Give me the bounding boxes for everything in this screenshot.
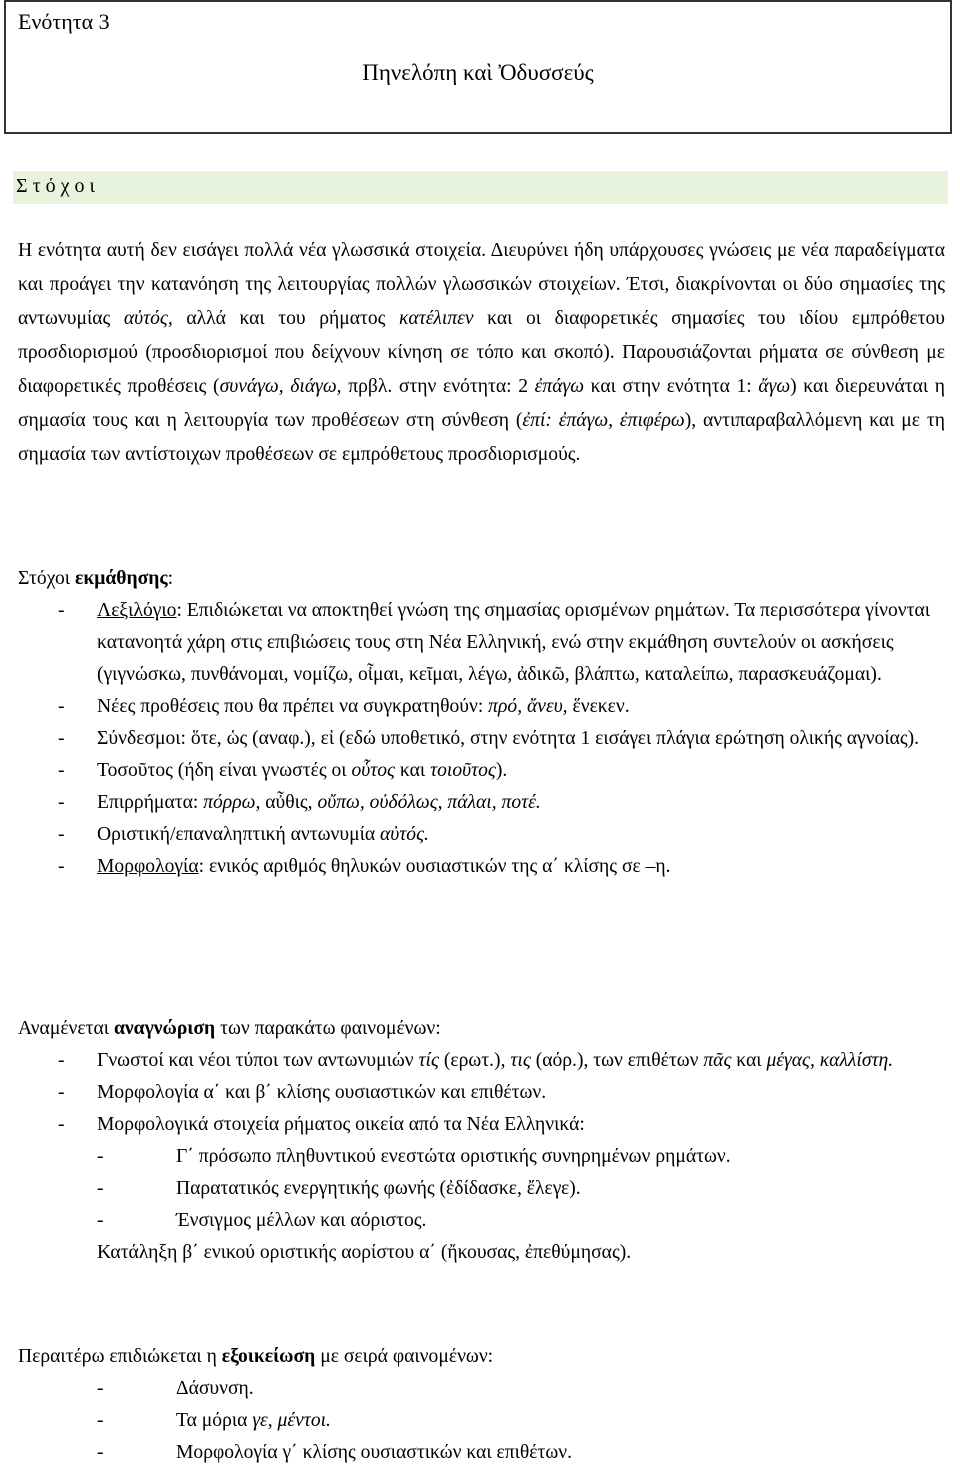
learning-list	[18, 595, 948, 883]
list-item	[18, 1405, 948, 1437]
item-term: αὐτός.	[380, 824, 429, 845]
intro-term: αὐτός	[123, 308, 168, 329]
morphology-label: Μορφολογία	[97, 856, 199, 877]
sub-list	[97, 1141, 948, 1237]
learning-section	[18, 563, 948, 883]
item-text: Τα μόρια	[176, 1410, 253, 1431]
dash-marker: -	[58, 856, 65, 877]
dash-marker: -	[58, 600, 65, 621]
item-text: (αόρ.), των επιθέτων	[530, 1050, 704, 1071]
dash-marker: -	[97, 1178, 104, 1199]
item-term: μέγας, καλλίστη.	[766, 1050, 894, 1071]
dash-marker: -	[58, 1114, 65, 1135]
heading-text: με σειρά φαινομένων:	[315, 1346, 494, 1367]
sub-list-item	[97, 1141, 948, 1173]
item-text: Δάσυνση.	[176, 1378, 254, 1399]
item-term: τις	[510, 1050, 531, 1071]
item-text: ἕνεκεν.	[567, 696, 630, 717]
list-item	[18, 1045, 948, 1077]
recognition-list	[18, 1045, 948, 1237]
intro-paragraph	[18, 234, 945, 472]
item-text: Μορφολογία γ΄ κλίσης ουσιαστικών και επιθέτων.	[176, 1442, 573, 1463]
goals-heading-bar	[13, 171, 948, 204]
heading-bold: αναγνώριση	[113, 1018, 216, 1039]
heading-text: Περαιτέρω επιδιώκεται η	[18, 1346, 222, 1367]
dash-marker: -	[58, 1082, 65, 1103]
lesson-title: Πηνελόπη καὶ Ὀδυσσεύς	[362, 60, 594, 85]
heading-text: Αναμένεται	[18, 1018, 114, 1039]
list-item	[18, 1077, 948, 1109]
recognition-heading	[18, 1013, 948, 1045]
list-item	[18, 691, 948, 723]
sub-list-item	[97, 1173, 948, 1205]
item-text: ).	[495, 760, 508, 781]
item-text: Νέες προθέσεις που θα πρέπει να συγκρατηθούν:	[97, 696, 489, 717]
dash-marker: -	[58, 824, 65, 845]
item-text: (ερωτ.),	[438, 1050, 511, 1071]
dash-marker: -	[97, 1146, 104, 1167]
intro-text: Η ενότητα αυτή δεν εισάγει πολλά νέα γλωσσικά στοιχεία. Διευρύνει ήδη υπάρχουσες γνώσεις με νέα παραδείγματα και προάγει την κατανόηση της λειτουργίας πολλών γλωσσικών στοιχείων. Έτσι, διακρίνονται οι δύο σημασίες της αντωνυμίας	[18, 240, 945, 329]
dash-marker: -	[58, 1050, 65, 1071]
dash-marker: -	[97, 1210, 104, 1231]
intro-text: και στην ενότητα 1:	[584, 376, 759, 397]
familiarization-heading	[18, 1341, 948, 1373]
item-text: : ενικός αριθμός θηλυκών ουσιαστικών της α΄ κλίσης σε –η.	[198, 856, 671, 877]
familiarization-section	[18, 1341, 948, 1469]
intro-text: ) και διερευνάται η σημασία τους και η λειτουργία των προθέσεων στη σύνθεση (	[18, 376, 946, 431]
intro-term: ἐπί: ἐπάγω, ἐπιφέρω	[522, 410, 685, 431]
intro-text: πρβλ. στην ενότητα: 2	[341, 376, 535, 397]
item-text: Γνωστοί και νέοι τύποι των αντωνυμιών	[97, 1050, 419, 1071]
item-text: Μορφολογικά στοιχεία ρήματος οικεία από τα Νέα Ελληνικά:	[97, 1114, 585, 1135]
item-text: αὖθις,	[260, 792, 318, 813]
intro-term: κατέλιπεν	[399, 308, 474, 329]
dash-marker: -	[97, 1378, 104, 1399]
item-term: οὔπω, οὐδόλως, πάλαι, ποτέ.	[317, 792, 541, 813]
dash-marker: -	[97, 1410, 104, 1431]
dash-marker: -	[58, 728, 65, 749]
item-term: τοιοῦτος	[430, 760, 496, 781]
item-term: πᾶς	[703, 1050, 732, 1071]
intro-term: συνάγω, διάγω,	[219, 376, 342, 397]
list-item	[18, 787, 948, 819]
intro-term: ἄγω	[758, 376, 791, 397]
item-text: Γ΄ πρόσωπο πληθυντικού ενεστώτα οριστικής συνηρημένων ρημάτων.	[176, 1146, 731, 1167]
item-text: Μορφολογία α΄ και β΄ κλίσης ουσιαστικών και επιθέτων.	[97, 1082, 547, 1103]
item-text: Τοσοῦτος (ήδη είναι γνωστές οι	[97, 760, 352, 781]
header-box	[4, 0, 952, 134]
list-item	[18, 595, 948, 691]
item-text: και	[395, 760, 431, 781]
item-term: οὗτος	[351, 760, 396, 781]
dash-marker: -	[58, 696, 65, 717]
heading-bold: εξοικείωση	[221, 1346, 316, 1367]
vocabulary-label: Λεξιλόγιο	[97, 600, 177, 621]
familiarization-list	[18, 1373, 948, 1469]
item-term: γε, μέντοι.	[252, 1410, 331, 1431]
list-item	[18, 851, 948, 883]
dash-marker: -	[58, 792, 65, 813]
recognition-section	[18, 1013, 948, 1269]
item-term: πρό, ἄνευ,	[488, 696, 568, 717]
heading-text: των παρακάτω φαινομένων:	[215, 1018, 441, 1039]
list-item	[18, 1109, 948, 1237]
list-item	[18, 755, 948, 787]
intro-text: , αλλά και του ρήματος	[167, 308, 399, 329]
item-text: Οριστική/επαναληπτική αντωνυμία	[97, 824, 381, 845]
unit-label: Ενότητα 3	[18, 9, 110, 34]
heading-text: :	[167, 568, 174, 589]
sub-list-item	[97, 1205, 948, 1237]
item-text: και	[731, 1050, 767, 1071]
goals-heading: Σ τ ό χ ο ι	[16, 175, 95, 197]
item-term: πόρρω,	[203, 792, 261, 813]
item-text: Επιρρήματα:	[97, 792, 204, 813]
item-text: Παρατατικός ενεργητικής φωνής (ἐδίδασκε, ἔλεγε).	[176, 1178, 581, 1199]
item-term: τίς	[418, 1050, 439, 1071]
intro-text: ), αντιπαραβαλλόμενη και με τη σημασία των αντίστοιχων προθέσεων σε εμπρόθετους προσδιορισμούς.	[18, 410, 946, 465]
intro-term: ἐπάγω	[534, 376, 585, 397]
list-item	[18, 819, 948, 851]
learning-heading	[18, 563, 948, 595]
dash-marker: -	[97, 1442, 104, 1463]
heading-bold: εκμάθησης	[74, 568, 168, 589]
list-item	[18, 1437, 948, 1469]
list-item	[18, 723, 948, 755]
list-item	[18, 1373, 948, 1405]
ending-note: Κατάληξη β΄ ενικού οριστικής αορίστου α΄ (ἤκουσας, ἐπεθύμησας).	[97, 1242, 632, 1263]
heading-text: Στόχοι	[18, 568, 75, 589]
dash-marker: -	[58, 760, 65, 781]
item-text: : Επιδιώκεται να αποκτηθεί γνώση της σημασίας ορισμένων ρημάτων. Τα περισσότερα γίνονται κατανοητά χάρη στις επιβιώσεις τους στη Νέα Ελληνική, ενώ στην εκμάθηση συντελούν οι ασκήσεις (γιγνώσκω, πυνθάνομαι, νομίζω, οἶμαι, κεῖμαι, λέγω, ἀδικῶ, βλάπτω, καταλείπω, παρασκευάζομαι).	[97, 600, 931, 685]
item-text: Ένσιγμος μέλλων και αόριστος.	[176, 1210, 427, 1231]
intro-text: και οι διαφορετικές σημασίες του ιδίου εμπρόθετου προσδιορισμού (προσδιορισμοί που δείχνουν κίνηση σε τόπο και σκοπό). Παρουσιάζονται ρήματα σε σύνθεση με διαφορετικές προθέσεις (	[18, 308, 946, 397]
item-text: Σύνδεσμοι: ὅτε, ὡς (αναφ.), εἰ (εδώ υποθετικό, στην ενότητα 1 εισάγει πλάγια ερώτηση ολικής αγνοίας).	[97, 728, 920, 749]
